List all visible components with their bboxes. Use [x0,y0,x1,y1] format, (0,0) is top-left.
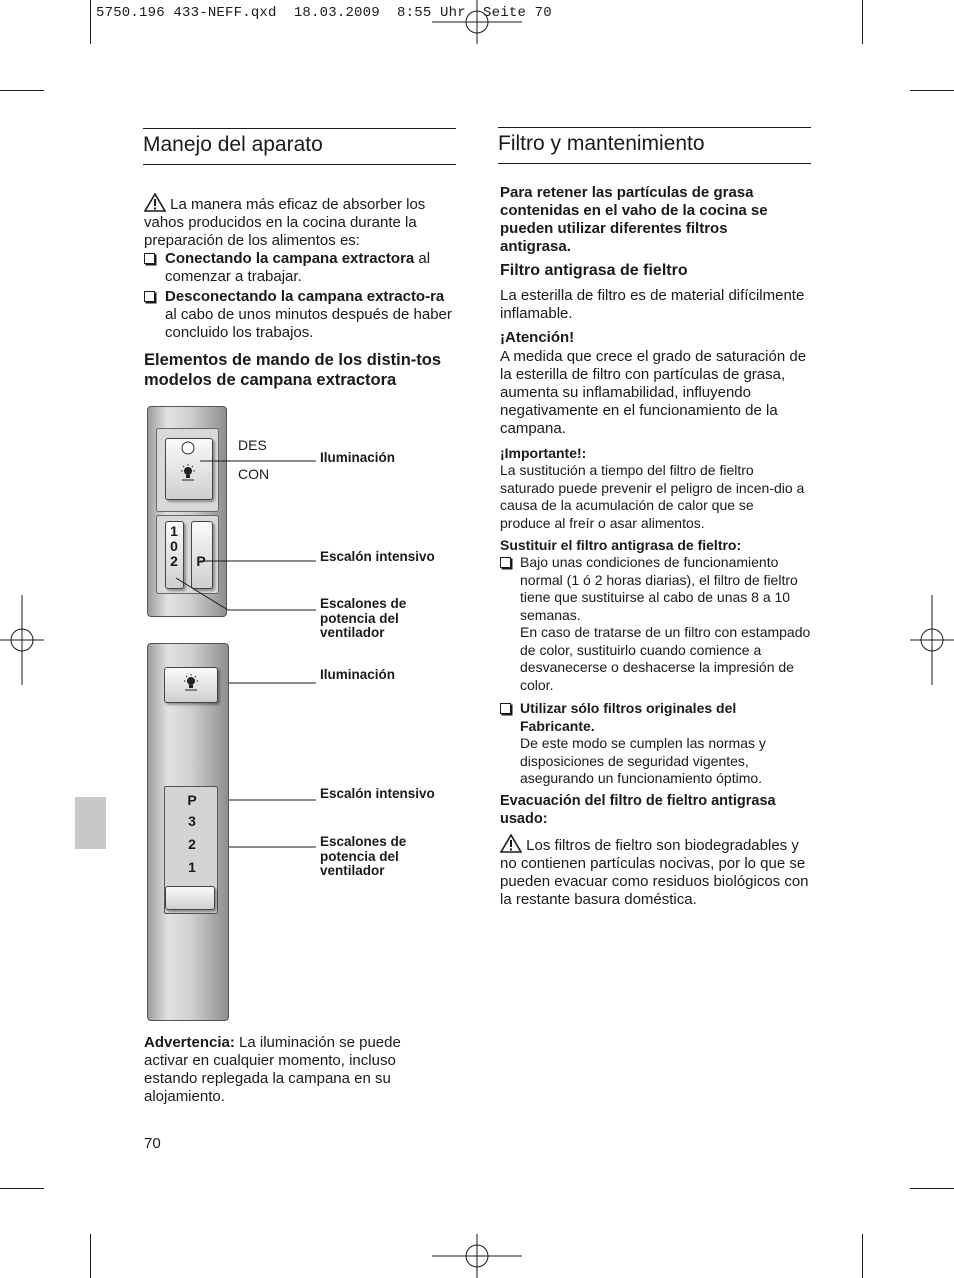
bullet-text: al cabo de unos minutos después de haber concluido los trabajos. [165,306,452,341]
callout-iluminacion: Iluminación [320,667,396,682]
warning-text: La iluminación se puede activar en cualquier momento, incluso estando replegada la campana en su alojamiento. [144,1034,401,1105]
evacuacion-heading: Evacuación del filtro de fieltro antigrasa usado: [500,793,776,827]
evacuacion-paragraph [500,834,812,909]
atencion-heading: ¡Atención! [500,329,575,346]
importante-heading: ¡Importante!: [500,445,587,461]
fan-level-digit: P [187,792,197,808]
bullet-bold: Conectando la campana extractora [165,250,415,267]
print-slug: 5750.196 433-NEFF.qxd 18.03.2009 8:55 Uhr Seite 70 [96,5,552,21]
fan-level-digit: 0 [170,538,178,554]
atencion-text: A medida que crece el grado de saturación de la esterilla de filtro con partículas de grasa, aumenta su inflamabilidad, influyendo negativamente en el funcionamiento de la campana. [500,348,807,437]
checkbox-icon [500,703,511,714]
sustituir-heading: Sustituir el filtro antigrasa de fieltro: [500,537,742,553]
callout-escalon-intensivo: Escalón intensivo [320,549,435,564]
list-item [500,700,812,788]
title-rule-bottom [498,163,811,164]
section-title: Manejo del aparato [143,133,323,156]
lead-paragraph: Para retener las partículas de grasa contenidas en el vaho de la cocina se pueden utilizar diferentes filtros antigrasa. [500,184,768,255]
title-rule-top [498,127,811,128]
list-item [500,554,812,694]
label-des: DES [238,437,267,453]
bullet-text: al comenzar a trabajar. [165,250,431,285]
fan-level-digit: 3 [188,813,196,829]
callout-escalones-potencia: Escalones de potencia del ventilador [320,596,407,640]
checkbox-icon [500,557,511,568]
warning-label: Advertencia: [144,1034,235,1051]
bullet-bold: Utilizar sólo filtros originales del Fabricante. [520,700,737,734]
fan-level-digit: 1 [170,523,178,539]
callout-escalon-intensivo: Escalón intensivo [320,786,435,801]
fan-level-digit: 2 [170,553,178,569]
controls-subheading: Elementos de mando de los distin-tos modelos de campana extractora [144,351,442,389]
subheading-filtro: Filtro antigrasa de fieltro [500,262,688,279]
intro-text: La manera más eficaz de absorber los vahos producidos en la cocina durante la preparación de los alimentos es: [144,196,426,249]
intensive-letter: P [196,553,206,569]
bullet-text: En caso de tratarse de un filtro con estampado de color, sustituirlo cuando comience a desvanecerse o deshacerse la impresión de color. [520,624,811,693]
paragraph: La esterilla de filtro es de material difícilmente inflamable. [500,287,805,322]
evacuacion-text: Los filtros de fieltro son biodegradables y no contienen partículas nocivas, por lo que se pueden evacuar como residuos biológicos con la restante basura doméstica. [500,837,809,908]
callout-iluminacion: Iluminación [320,450,396,465]
importante-text: La sustitución a tiempo del filtro de fieltro saturado puede prevenir el peligro de incen-dio a causa de la acumulación de calor que se produce al freír o asar alimentos. [500,462,805,531]
label-con: CON [238,466,270,482]
page-number: 70 [144,1135,161,1152]
section-title: Filtro y mantenimiento [498,132,705,155]
warning-paragraph [144,1034,444,1106]
fan-level-digit: 2 [188,836,196,852]
bullet-text: Bajo unas condiciones de funcionamiento normal (1 ó 2 horas diarias), el filtro de fieltro tiene que sustituirse al cabo de unas 8 a 10 semanas. [520,554,798,623]
bullet-bold: Desconectando la campana extracto-ra [165,288,445,305]
warning-icon [500,834,522,853]
callout-escalones-potencia: Escalones de potencia del ventilador [320,834,407,878]
bullet-text: De este modo se cumplen las normas y disposiciones de seguridad vigentes, asegurando un funcionamiento óptimo. [520,735,766,786]
slider-knob[interactable] [165,886,215,910]
lightbulb-icon [181,673,201,693]
fan-level-digit: 1 [188,859,196,875]
